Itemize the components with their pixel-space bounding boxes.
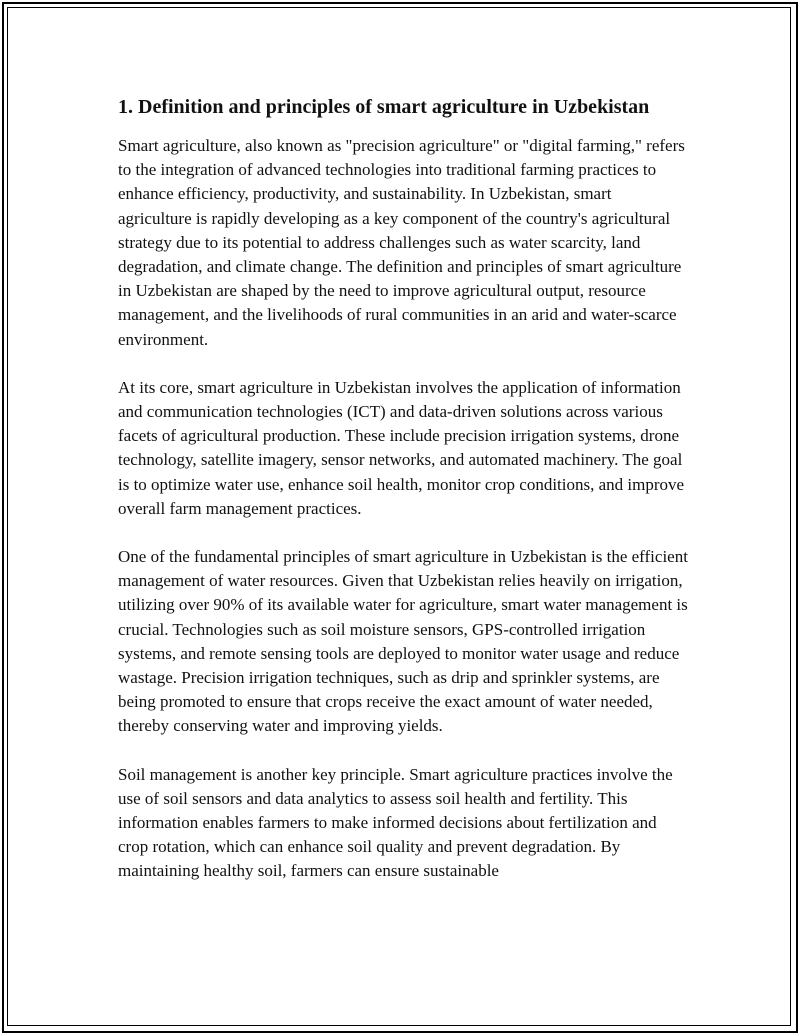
paragraph-3: One of the fundamental principles of smart agriculture in Uzbekistan is the efficient management of water resources. Given that Uzbekistan relies heavily on irrigation, utilizing over 90% of its available water for agriculture, smart water management is crucial. Technologies such as soil moisture sensors, GPS-controlled irrigation systems, and remote sensing tools are deployed to monitor water usage and reduce wastage. Precision irrigation techniques, such as drip and sprinkler systems, are being promoted to ensure that crops receive the exact amount of water needed, thereby conserving water and improving yields. bbox=[118, 547, 688, 736]
paragraph-2: At its core, smart agriculture in Uzbekistan involves the application of information and communication technologies (ICT) and data-driven solutions across various facets of agricultural production. These include precision irrigation systems, drone technology, satellite imagery, sensor networks, and automated machinery. The goal is to optimize water use, enhance soil health, monitor crop conditions, and improve overall farm management practices. bbox=[118, 377, 685, 518]
paragraph-4: Soil management is another key principle. Smart agriculture practices involve the use of soil sensors and data analytics to assess soil health and fertility. This information enables farmers to make informed decisions about fertilization and crop rotation, which can enhance soil quality and prevent degradation. By maintaining healthy soil, farmers can ensure sustainable bbox=[118, 764, 673, 881]
section-heading: 1. Definition and principles of smart agriculture in Uzbekistan bbox=[118, 96, 650, 118]
document-body bbox=[118, 94, 688, 908]
paragraph-1: Smart agriculture, also known as "precision agriculture" or "digital farming," refers to the integration of advanced technologies into traditional farming practices to enhance efficiency, productivity, and sustainability. In Uzbekistan, smart agriculture is rapidly developing as a key component of the country's agricultural strategy due to its potential to address challenges such as water scarcity, land degradation, and climate change. The definition and principles of smart agriculture in Uzbekistan are shaped by the need to improve agricultural output, resource management, and the livelihoods of rural communities in an arid and water-scarce environment. bbox=[118, 136, 685, 349]
